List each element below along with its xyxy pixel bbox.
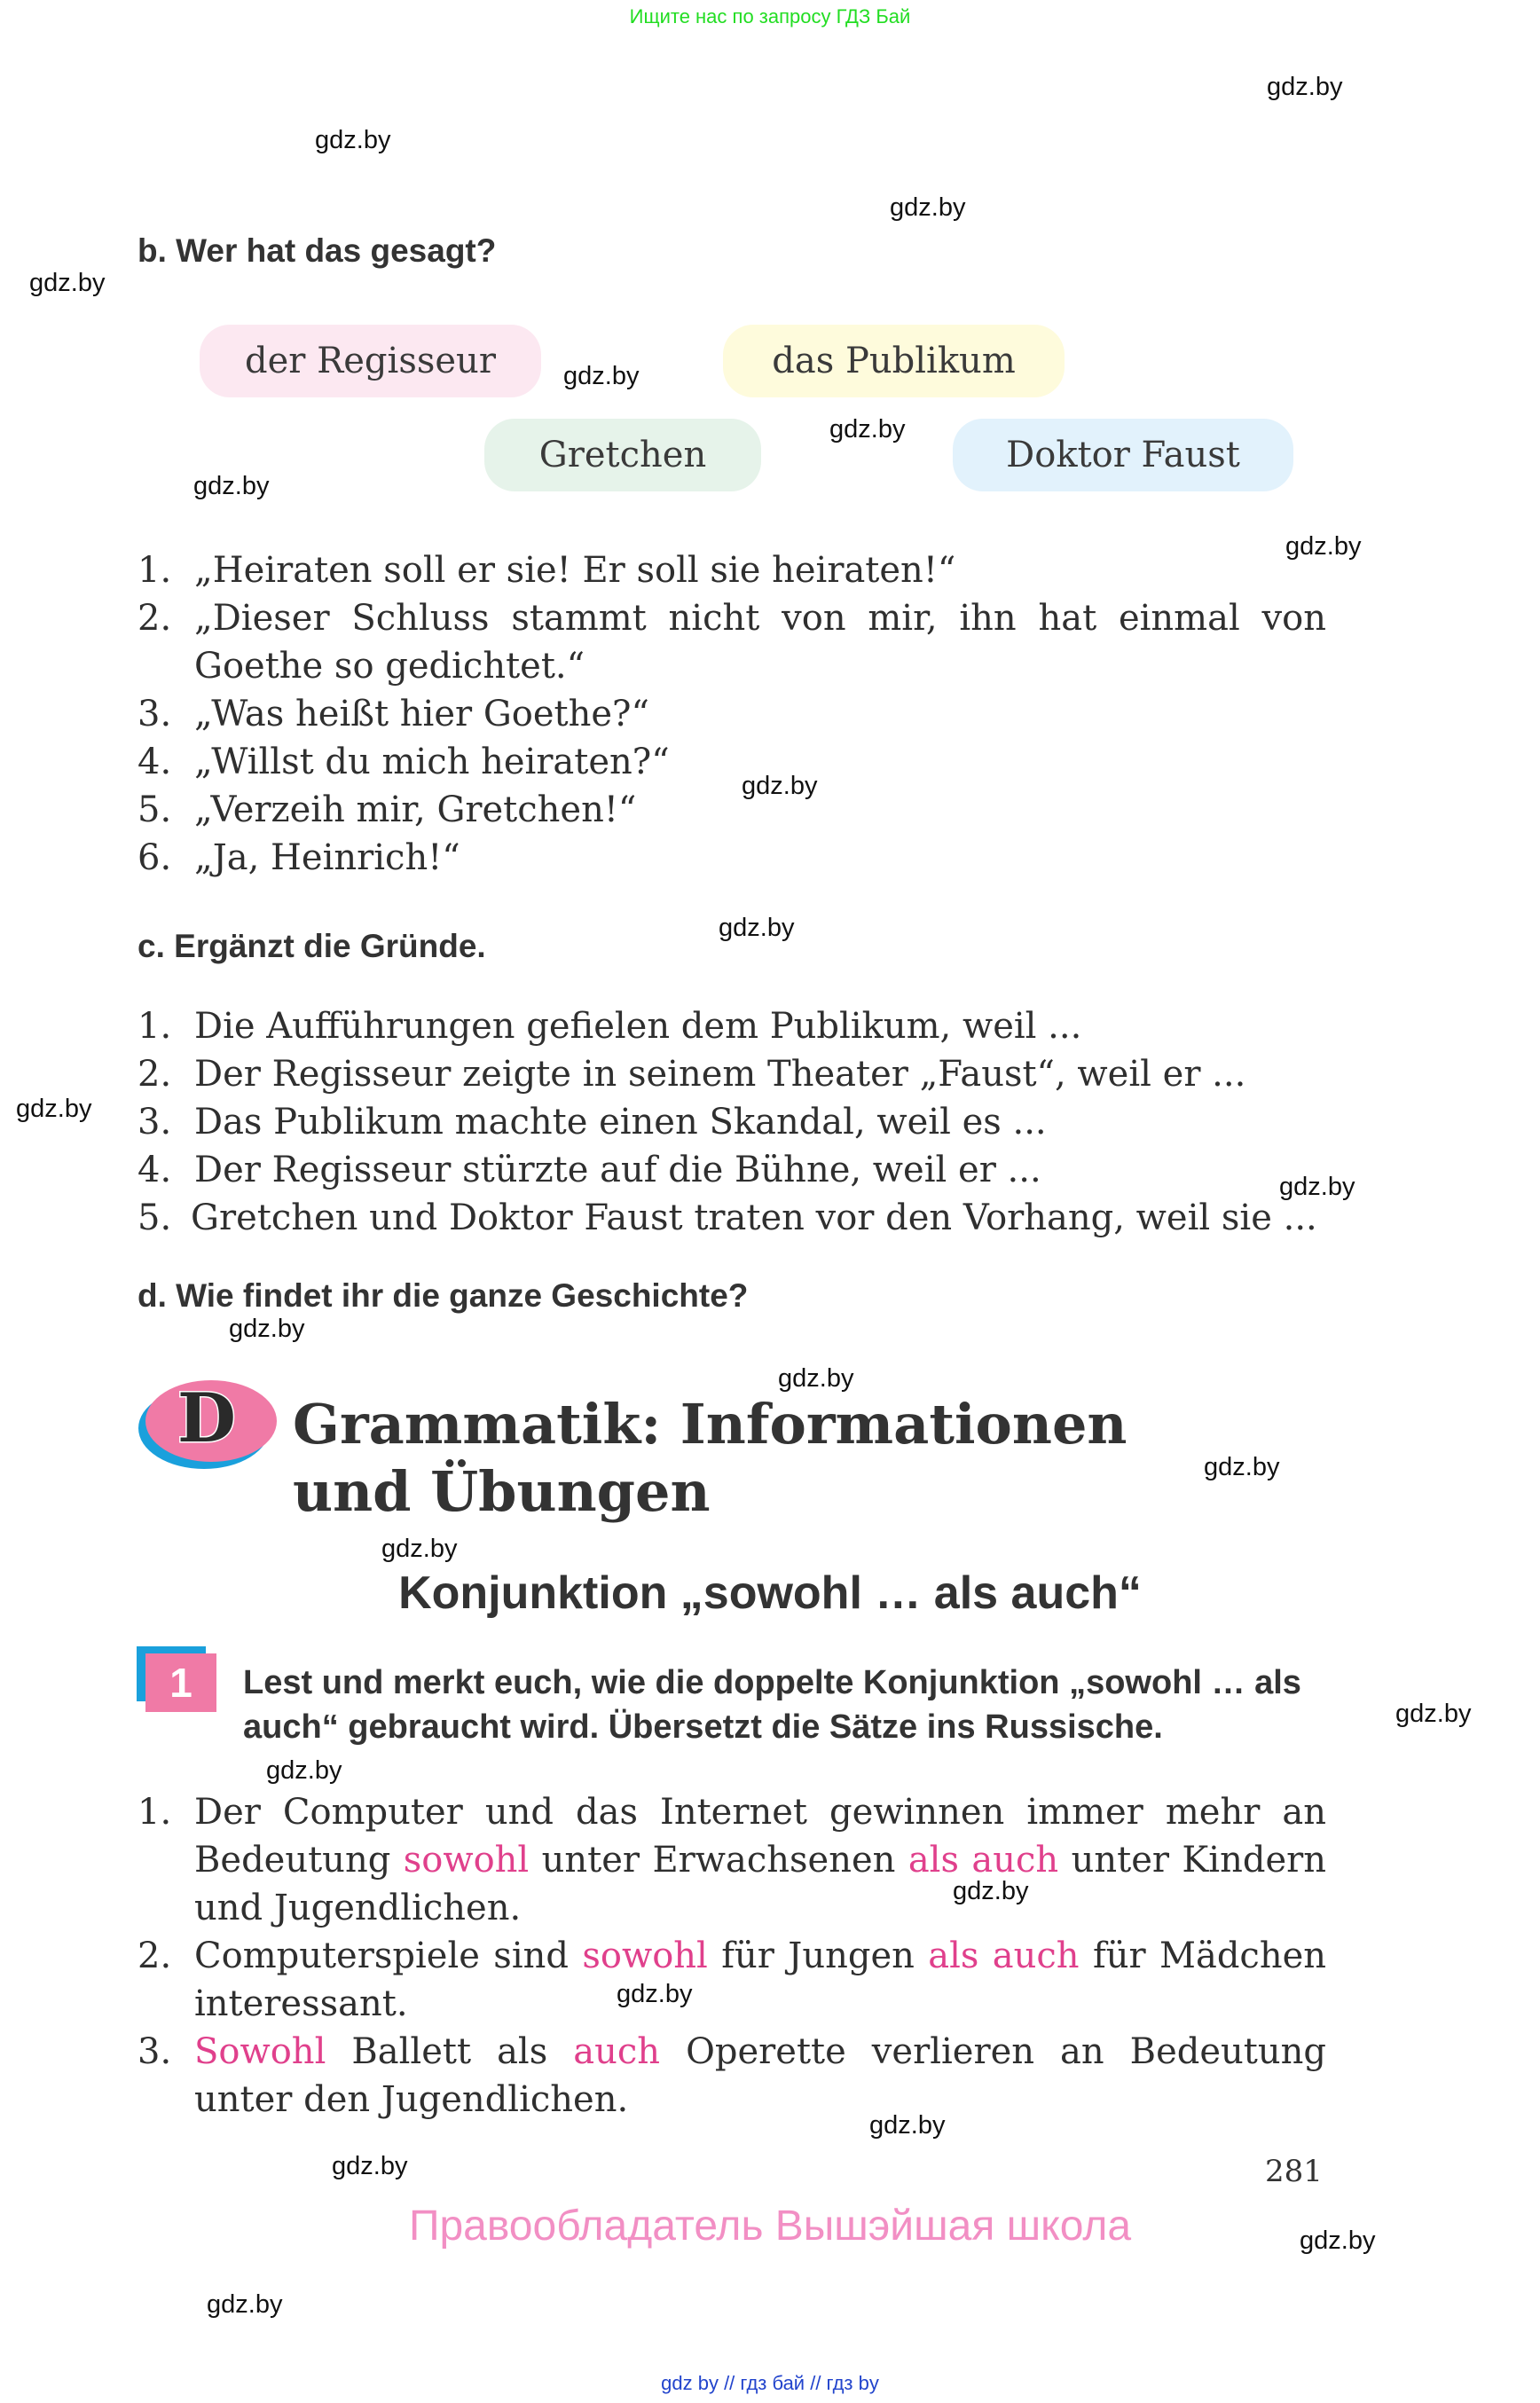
sentence-text: Operette verlieren an Bedeutung unter den Jugendlichen.: [194, 2031, 1326, 2120]
sentence-text: Computerspiele sind: [194, 1936, 583, 1976]
item-number: 3.: [138, 1102, 172, 1143]
exercise-instruction: Lest und merkt euch, wie die doppelte Konjunktion „sowohl … als auch“ gebraucht wird. Übersetzt die Sätze ins Russische.: [243, 1664, 1301, 1746]
item-text: [194, 1932, 1326, 2028]
watermark: gdz.by: [1395, 1700, 1472, 1728]
chapter-title: Grammatik: Informationen und Übungen: [293, 1392, 1128, 1524]
item-number: 1.: [138, 1792, 172, 1833]
list-item: [138, 1788, 1326, 1932]
pill-doktor-faust: [953, 419, 1293, 491]
section-c-heading: c. Ergänzt die Gründe.: [138, 928, 486, 964]
item-number: 2.: [138, 1054, 172, 1095]
watermark: gdz.by: [16, 1095, 92, 1123]
highlighted-conjunction: als auch: [908, 1840, 1059, 1881]
list-item: [138, 786, 1326, 834]
item-text: [194, 1788, 1326, 1932]
watermark: gdz.by: [953, 1877, 1029, 1905]
list-item: [138, 1194, 1326, 1242]
watermark: gdz.by: [563, 362, 640, 390]
list-item: [138, 690, 1326, 738]
watermark: gdz.by: [1285, 532, 1362, 561]
watermark: gdz.by: [1300, 2226, 1376, 2255]
watermark: gdz.by: [332, 2152, 408, 2180]
quotes-list: [138, 546, 1326, 882]
badge-letter: D: [177, 1378, 236, 1457]
pill-label: das Publikum: [772, 341, 1016, 381]
list-item: [138, 738, 1326, 786]
list-item: [138, 546, 1326, 594]
watermark: gdz.by: [1267, 73, 1343, 101]
exercise-number: 1: [145, 1653, 216, 1712]
sentence-text: Ballett als: [326, 2031, 574, 2072]
section-b-heading: b. Wer hat das gesagt?: [138, 232, 497, 269]
item-number: 6.: [138, 837, 172, 878]
item-text: Die Aufführungen gefielen dem Publikum, weil ...: [194, 1006, 1082, 1047]
list-item: [138, 834, 1326, 882]
copyright-owner: Правообладатель Вышэйшая школа: [408, 2203, 1132, 2250]
item-number: 2.: [138, 1936, 172, 1976]
item-number: 2.: [138, 598, 172, 639]
list-item: [138, 1146, 1326, 1194]
item-text: Gretchen und Doktor Faust traten vor den Vorhang, weil sie ...: [191, 1198, 1317, 1238]
pill-der-regisseur: [200, 325, 541, 397]
pill-label: der Regisseur: [245, 341, 496, 381]
watermark: gdz.by: [193, 472, 270, 500]
footer-links[interactable]: gdz by // гдз бай // гдз by: [661, 2372, 879, 2394]
sentence-text: Der Computer und das Internet gewinnen immer mehr an Bedeutung: [194, 1792, 1326, 1881]
chapter-d-badge: [135, 1373, 284, 1471]
watermark: gdz.by: [869, 2111, 946, 2140]
item-text: Der Regisseur zeigte in seinem Theater „Faust“, weil er ...: [194, 1054, 1246, 1095]
item-text: „Heiraten soll er sie! Er soll sie heiraten!“: [194, 550, 956, 591]
highlighted-conjunction: sowohl: [582, 1936, 708, 1976]
list-item: [138, 1002, 1326, 1050]
chapter-subtitle: Konjunktion „sowohl … als auch“: [398, 1567, 1142, 1619]
item-number: 4.: [138, 742, 172, 782]
watermark: gdz.by: [1204, 1453, 1280, 1481]
section-d-question: d. Wie findet ihr die ganze Geschichte?: [138, 1277, 749, 1314]
watermark: gdz.by: [890, 193, 966, 222]
item-number: 5.: [138, 1198, 172, 1238]
example-sentences: [138, 1788, 1326, 2124]
highlighted-conjunction: Sowohl: [194, 2031, 326, 2072]
item-number: 1.: [138, 550, 172, 591]
item-text: Das Publikum machte einen Skandal, weil es ...: [194, 1102, 1047, 1143]
list-item: [138, 1098, 1326, 1146]
highlighted-conjunction: auch: [573, 2031, 661, 2072]
item-text: [194, 2028, 1326, 2124]
sentence-text: unter Kindern und Jugendlichen.: [194, 1840, 1327, 1928]
list-item: [138, 1932, 1326, 2028]
item-number: 1.: [138, 1006, 172, 1047]
item-text: „Was heißt hier Goethe?“: [194, 694, 649, 734]
watermark: gdz.by: [207, 2290, 283, 2319]
sentence-text: für Jungen: [707, 1936, 929, 1976]
watermark: gdz.by: [266, 1756, 342, 1785]
pill-label: Doktor Faust: [1006, 435, 1240, 475]
item-text: „Ja, Heinrich!“: [194, 837, 460, 878]
watermark: gdz.by: [778, 1364, 854, 1393]
page-number: 281: [1265, 2154, 1323, 2189]
item-text: Der Regisseur stürzte auf die Bühne, weil er ...: [194, 1150, 1041, 1190]
watermark: gdz.by: [742, 772, 818, 800]
highlighted-conjunction: sowohl: [403, 1840, 530, 1881]
watermark: gdz.by: [719, 914, 795, 942]
item-text: „Dieser Schluss stammt nicht von mir, ihn hat einmal von Goethe so gedichtet.“: [194, 598, 1326, 687]
pill-das-publikum: [723, 325, 1065, 397]
item-text: „Verzeih mir, Gretchen!“: [194, 789, 637, 830]
sentence-text: für Mädchen interessant.: [194, 1936, 1327, 2024]
exercise-number-badge: [137, 1646, 225, 1719]
item-text: „Willst du mich heiraten?“: [194, 742, 670, 782]
list-item: [138, 1050, 1326, 1098]
pill-gretchen: [484, 419, 761, 491]
watermark: gdz.by: [29, 269, 106, 297]
pill-label: Gretchen: [538, 435, 707, 475]
watermark: gdz.by: [829, 415, 906, 444]
watermark: gdz.by: [315, 126, 391, 154]
sentence-text: unter Erwachsenen: [529, 1840, 908, 1881]
watermark: gdz.by: [229, 1315, 305, 1343]
item-number: 3.: [138, 2031, 172, 2072]
item-number: 5.: [138, 789, 172, 830]
watermark: gdz.by: [1279, 1173, 1355, 1201]
highlighted-conjunction: als auch: [928, 1936, 1080, 1976]
top-banner: Ищите нас по запросу ГДЗ Бай: [629, 5, 911, 27]
watermark: gdz.by: [381, 1535, 458, 1563]
item-number: 3.: [138, 694, 172, 734]
reasons-list: [138, 1002, 1326, 1242]
item-number: 4.: [138, 1150, 172, 1190]
watermark: gdz.by: [617, 1980, 693, 2008]
list-item: [138, 2028, 1326, 2124]
list-item: [138, 594, 1326, 690]
